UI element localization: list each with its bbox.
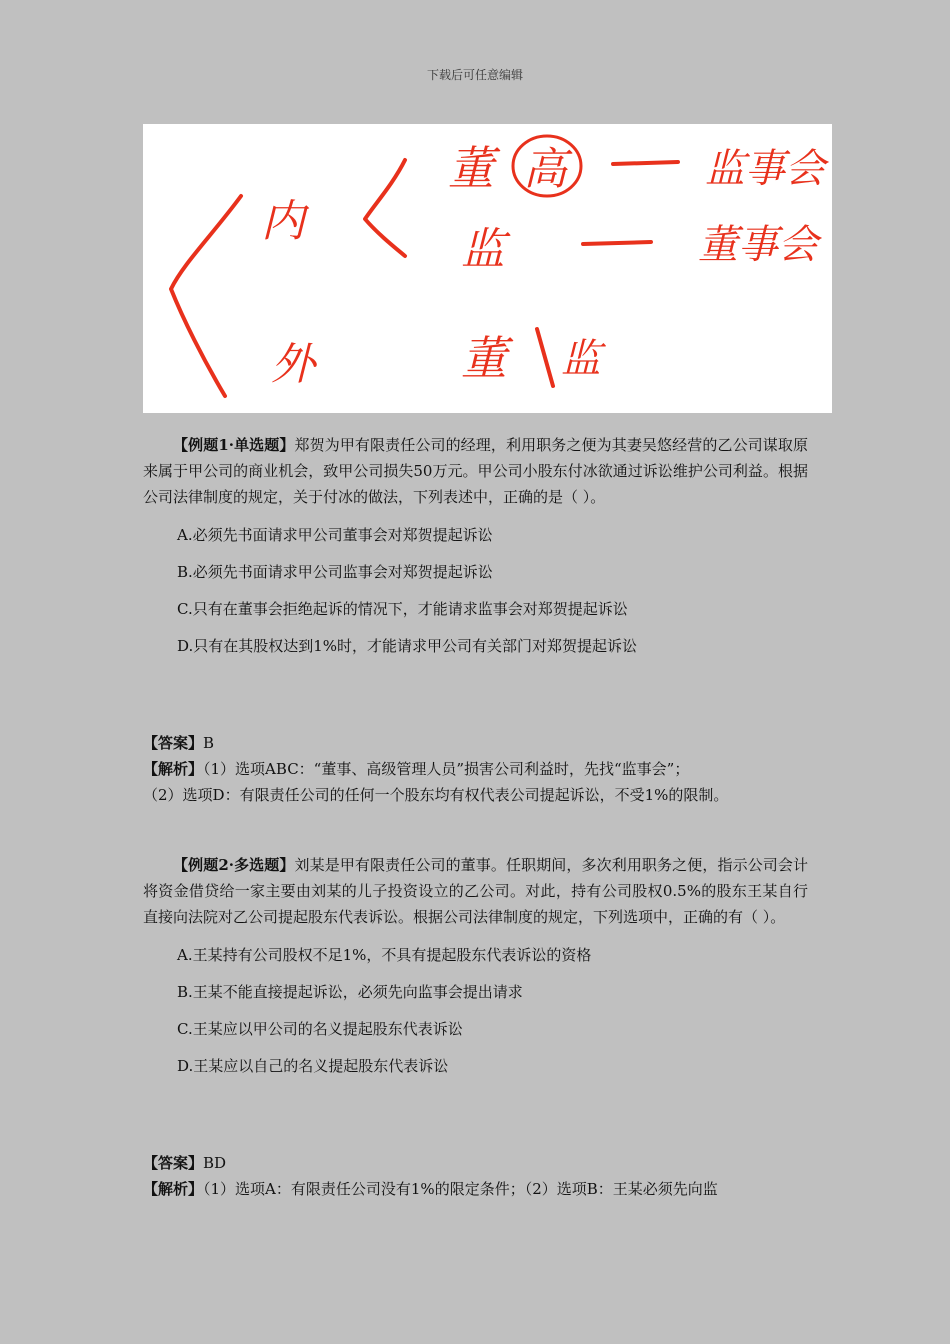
question-1-tag: 【例题1·单选题】 — [173, 436, 295, 454]
question-2-tag: 【例题2·多选题】 — [173, 856, 295, 874]
analysis-text-1: （1）选项ABC：“董事、高级管理人员”损害公司利益时，先找“监事会”； — [203, 760, 690, 778]
question-1-option-a: A.必须先书面请求甲公司董事会对郑贺提起诉讼 — [177, 526, 493, 544]
row1-right: 监事会 — [705, 146, 825, 192]
question-2-option-d: D.王某应以自己的名义提起股东代表诉讼 — [177, 1057, 449, 1075]
analysis-tag: 【解析】 — [143, 1180, 204, 1198]
answer-tag: 【答案】 — [143, 1154, 204, 1172]
inner-brace — [365, 160, 405, 256]
question-2-option-a: A.王某持有公司股权不足1%，不具有提起股东代表诉讼的资格 — [177, 946, 592, 964]
row1-circled: 高 — [523, 144, 567, 195]
question-1 — [143, 432, 808, 670]
question-2-option-c: C.王某应以甲公司的名义提起股东代表诉讼 — [177, 1020, 463, 1038]
row1-dash — [613, 162, 678, 164]
inner-label: 内 — [261, 196, 305, 247]
answer-value: B — [203, 734, 215, 752]
handwritten-diagram — [143, 124, 832, 413]
row3-slash — [537, 329, 553, 386]
question-1-option-d: D.只有在其股权达到1%时，才能请求甲公司有关部门对郑贺提起诉讼 — [177, 637, 638, 655]
question-1-answer — [143, 730, 808, 756]
page-header: 下载后可任意编辑 — [426, 68, 523, 82]
outer-brace — [171, 196, 241, 396]
row2-right: 董事会 — [698, 222, 818, 268]
question-2-analysis — [143, 1176, 808, 1202]
answer-tag: 【答案】 — [143, 734, 204, 752]
question-2-answer — [143, 1150, 808, 1176]
question-1-option-c: C.只有在董事会拒绝起诉的情况下，才能请求监事会对郑贺提起诉讼 — [177, 600, 628, 618]
analysis-tag: 【解析】 — [143, 760, 204, 778]
answer-value: BD — [203, 1154, 227, 1172]
question-2-option-b: B.王某不能直接提起诉讼，必须先向监事会提出请求 — [177, 983, 523, 1001]
analysis-text-1: （1）选项A：有限责任公司没有1%的限定条件；（2）选项B：王某必须先向监 — [203, 1180, 718, 1198]
handwritten-diagram-svg — [143, 124, 832, 413]
question-2 — [143, 852, 808, 1090]
row2-dash — [583, 242, 651, 244]
row3-right: 监 — [561, 336, 601, 382]
question-1-answer-block — [143, 730, 808, 808]
question-1-analysis-2: （2）选项D：有限责任公司的任何一个股东均有权代表公司提起诉讼，不受1%的限制。 — [143, 786, 729, 804]
question-2-stem-text: 刘某是甲有限责任公司的董事。任职期间，多次利用职务之便，指示公司会计将资金借贷给一家主要由刘某的儿子投资设立的乙公司。对此，持有公司股权0.5%的股东王某自行直接向法院对乙公司提起股东代表诉讼。根据公司法律制度的规定，下列选项中，正确的有（ ）。 — [143, 856, 808, 926]
question-1-stem-text: 郑贺为甲有限责任公司的经理，利用职务之便为其妻吴悠经营的乙公司谋取原来属于甲公司的商业机会，致甲公司损失50万元。甲公司小股东付冰欲通过诉讼维护公司利益。根据公司法律制度的规定，关于付冰的做法，下列表述中，正确的是（ ）。 — [143, 436, 808, 506]
question-1-option-b: B.必须先书面请求甲公司监事会对郑贺提起诉讼 — [177, 563, 493, 581]
question-2-answer-block — [143, 1150, 808, 1202]
row2-left: 监 — [461, 224, 505, 275]
row1-left: 董 — [448, 141, 494, 195]
row3-left: 董 — [461, 331, 507, 385]
question-2-stem — [143, 852, 808, 930]
outer-label: 外 — [271, 339, 315, 390]
question-1-stem — [143, 432, 808, 510]
question-1-analysis — [143, 756, 808, 782]
